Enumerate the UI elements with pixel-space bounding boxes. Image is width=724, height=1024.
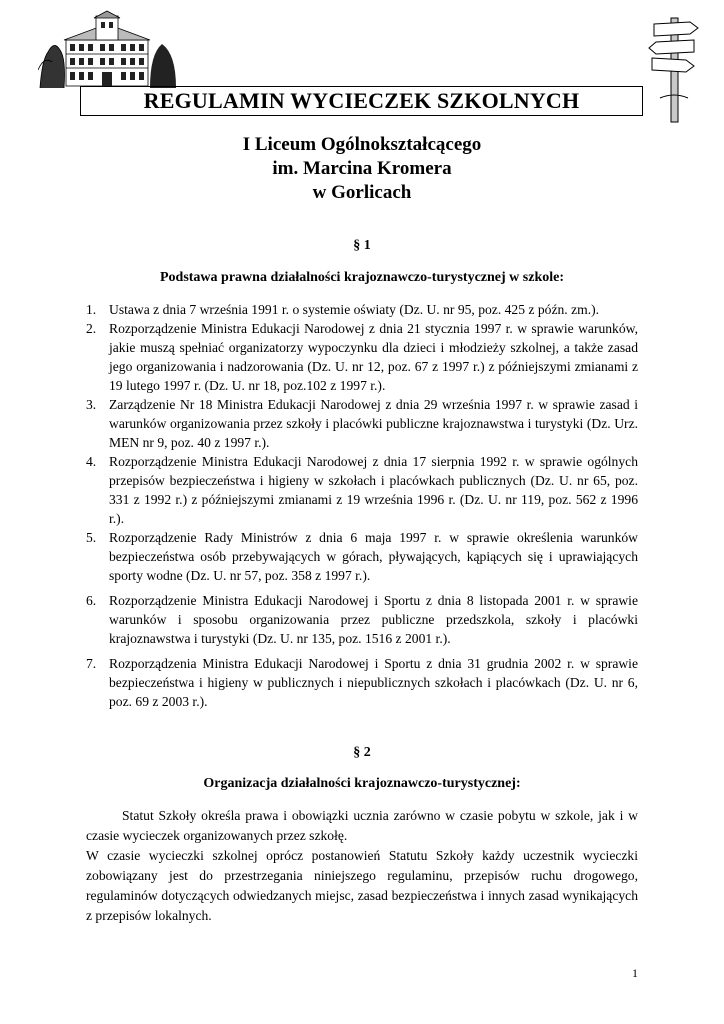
legal-basis-list (86, 300, 638, 711)
list-item (86, 591, 638, 648)
section-1-mark: § 1 (353, 238, 371, 253)
list-item (86, 319, 638, 395)
list-item-number: 4. (86, 454, 97, 469)
list-item-text: Rozporządzenie Ministra Edukacji Narodowej i Sportu z dnia 8 listopada 2001 r. w sprawie warunków i sposobu organizowania przez publiczne przedszkola, szkoły i placówki krajoznawstwa i turystyki (Dz. U. nr 135, poz. 1516 z 2001 r.). (109, 593, 638, 646)
list-item-number: 3. (86, 397, 97, 412)
list-item-number: 7. (86, 656, 97, 671)
school-name-line-3: w Gorlicach (312, 182, 412, 203)
list-item-text: Ustawa z dnia 7 września 1991 r. o systemie oświaty (Dz. U. nr 95, poz. 425 z późn. zm.). (109, 302, 600, 317)
list-item-number: 5. (86, 530, 97, 545)
section-1-heading: Podstawa prawna działalności krajoznawczo-turystycznej w szkole: (159, 270, 564, 285)
list-item (86, 452, 638, 528)
page-number: 1 (632, 966, 638, 980)
document-title: REGULAMIN WYCIECZEK SZKOLNYCH (143, 88, 580, 113)
list-item-text: Rozporządzenia Ministra Edukacji Narodowej i Sportu z dnia 31 grudnia 2002 r. w sprawie bezpieczeństwa i higieny w publicznych i niepublicznych szkołach i placówkach (Dz. U. nr 6, poz. 69 z 2003 r.). (109, 656, 638, 709)
section-2-paragraph-2: W czasie wycieczki szkolnej oprócz postanowień Statutu Szkoły każdy uczestnik wycieczki zobowiązany jest do przestrzegania niniejszego regulaminu, przepisów ruchu drogowego, regulaminów dotyczących odwiedzanych miejsc, zasad bezpieczeństwa i innych zasad wynikających z przepisów lokalnych. (86, 848, 638, 923)
section-2-paragraph-1: Statut Szkoły określa prawa i obowiązki ucznia zarówno w czasie pobytu w szkole, jak i w czasie wycieczek organizowanych przez szkołę. (86, 808, 638, 843)
school-name-line-2: im. Marcina Kromera (272, 158, 452, 179)
list-item-number: 2. (86, 321, 97, 336)
list-item-text: Rozporządzenie Rady Ministrów z dnia 6 maja 1997 r. w sprawie określenia warunków bezpieczeństwa osób przebywających w górach, pływających, kąpiących się i uprawiających sporty wodne (Dz. U. nr 57, poz. 358 z 1997 r.). (109, 530, 638, 583)
list-item (86, 300, 638, 319)
list-item-text: Rozporządzenie Ministra Edukacji Narodowej z dnia 21 stycznia 1997 r. w sprawie warunków, jakie muszą spełniać organizatorzy wypoczynku dla dzieci i młodzieży szkolnej, a także zasad jego organizowania i nadzorowania (Dz. U. nr 12, poz. 67 z 1997 r.) z późniejszymi zmianami z 19 lutego 1997 r. (Dz. U. nr 18, poz.102 z 1997 r.). (109, 321, 638, 393)
list-item (86, 395, 638, 452)
list-item-text: Rozporządzenie Ministra Edukacji Narodowej z dnia 17 sierpnia 1992 r. w sprawie ogólnych przepisów bezpieczeństwa i higieny w szkołach i placówkach publicznych (Dz. U. nr 65, poz. 331 z 1992 r.) z późniejszymi zmianami z 19 września 1996 r. (Dz. U. nr 119, poz. 562 z 1996 r.). (109, 454, 638, 526)
document-title-box (80, 86, 643, 116)
school-name-line-1: I Liceum Ogólnokształcącego (242, 134, 482, 155)
list-item (86, 528, 638, 585)
list-item-text: Zarządzenie Nr 18 Ministra Edukacji Narodowej z dnia 29 września 1997 r. w sprawie zasad i warunków organizowania przez szkoły i placówki publiczne krajoznawstwa i turystyki (Dz. Urz. MEN nr 9, poz. 40 z 1997 r.). (109, 397, 638, 450)
section-2-body (86, 806, 638, 926)
list-item-number: 1. (86, 302, 97, 317)
school-name (0, 133, 724, 205)
section-2-mark: § 2 (353, 745, 371, 760)
signpost-illustration (646, 14, 702, 124)
list-item (86, 654, 638, 711)
list-item-number: 6. (86, 593, 97, 608)
section-2-heading: Organizacja działalności krajoznawczo-turystycznej: (203, 776, 521, 791)
school-building-illustration (38, 10, 178, 90)
